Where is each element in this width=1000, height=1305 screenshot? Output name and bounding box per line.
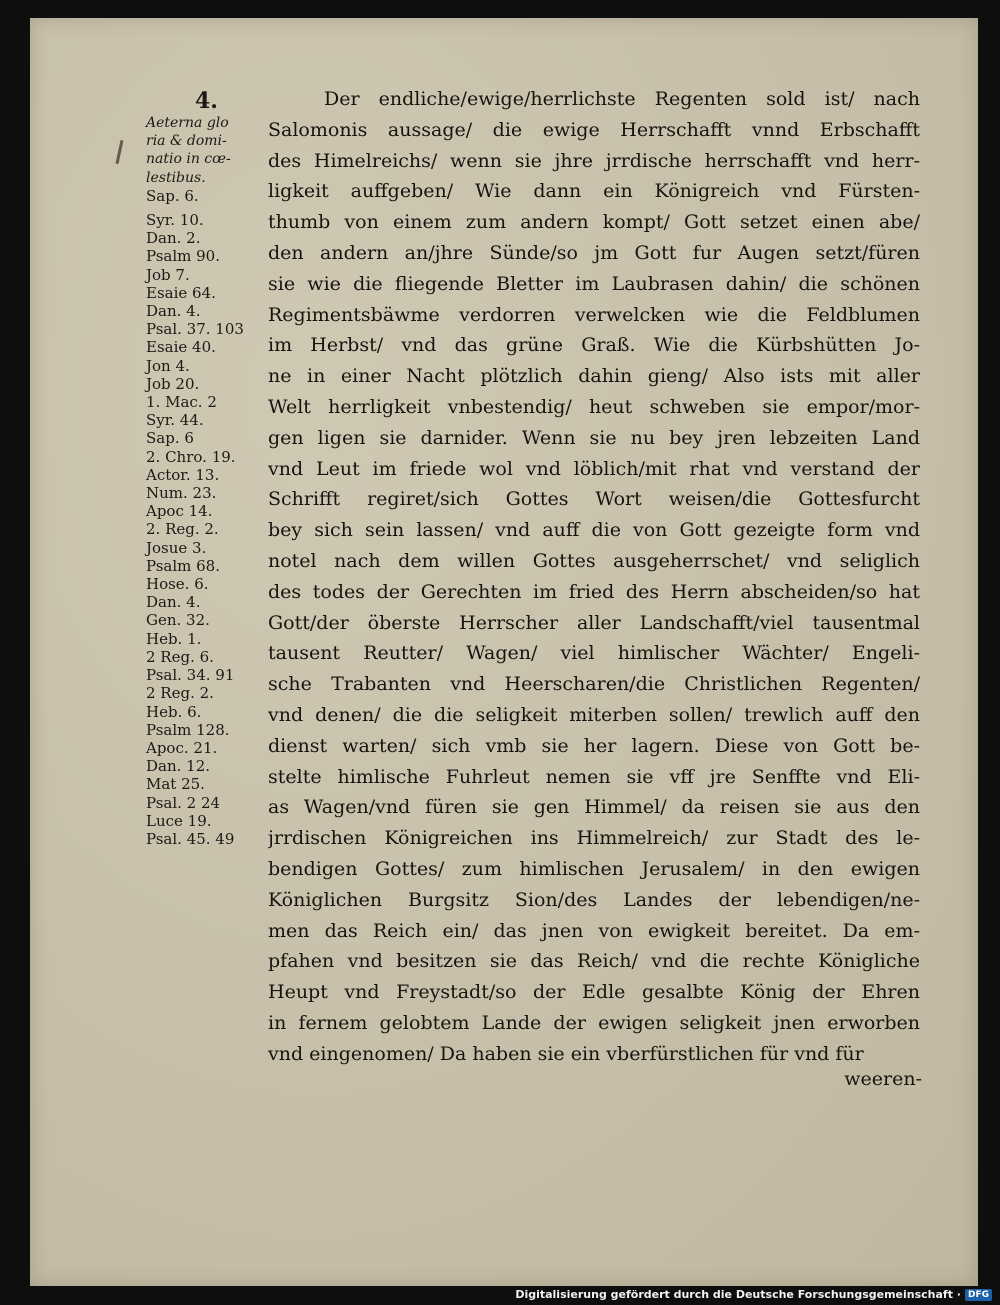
footer-credit <box>515 1288 992 1301</box>
margin-note: Job 7. <box>146 265 190 284</box>
text-line: den andern an/jhre Sünde/so jm Gott fur Augen setzt/füren <box>268 241 920 264</box>
text-line: Königlichen Burgsitz Sion/des Landes der lebendigen/ne- <box>268 888 920 911</box>
text-line: sie wie die fliegende Bletter im Laubrasen dahin/ die schönen <box>268 272 920 295</box>
margin-notes <box>146 114 271 848</box>
margin-note: Luce 19. <box>146 811 212 830</box>
margin-note: Psal. 37. 103 <box>146 320 244 339</box>
margin-note: Num. 23. <box>146 484 217 503</box>
text-line: Welt herrligkeit vnbestendig/ heut schweben sie empor/mor- <box>268 395 920 418</box>
text-line: tausent Reutter/ Wagen/ viel himlischer Wächter/ Engeli- <box>268 642 920 665</box>
text-line: sche Trabanten vnd Heerscharen/die Christlichen Regenten/ <box>268 673 920 696</box>
text-line: thumb von einem zum andern kompt/ Gott setzet einen abe/ <box>268 211 920 234</box>
margin-note: Psal. 45. 49 <box>146 829 235 848</box>
text-line: Der endliche/ewige/herrlichste Regenten sold ist/ nach <box>324 88 920 110</box>
text-line: bey sich sein lassen/ vnd auff die von Gott gezeigte form vnd <box>268 519 920 542</box>
text-line: im Herbst/ vnd das grüne Graß. Wie die Kürbshütten Jo- <box>268 334 920 357</box>
margin-note: Heb. 6. <box>146 702 202 721</box>
text-line: Gott/der öberste Herrscher aller Landschafft/viel tausentmal <box>268 611 920 634</box>
text-line: Heupt vnd Freystadt/so der Edle gesalbte König der Ehren <box>268 981 920 1004</box>
text-line: vnd denen/ die die seligkeit miterben sollen/ trewlich auff den <box>268 703 920 726</box>
text-line: des Himelreichs/ wenn sie jhre jrrdische herrschafft vnd herr- <box>268 149 920 172</box>
footer-text: Digitalisierung gefördert durch die Deutsche Forschungsgemeinschaft · <box>515 1288 961 1301</box>
text-line: vnd Leut im friede wol vnd löblich/mit rhat vnd verstand der <box>268 457 920 480</box>
margin-note: 2 Reg. 2. <box>146 684 214 703</box>
margin-note: lestibus. <box>146 169 206 186</box>
text-line: as Wagen/vnd füren sie gen Himmel/ da reisen sie aus den <box>268 796 920 819</box>
text-line: dienst warten/ sich vmb sie her lagern. Diese von Gott be- <box>268 734 920 757</box>
dfg-logo-icon: DFG <box>965 1289 992 1301</box>
margin-note: Dan. 4. <box>146 302 201 321</box>
margin-note: Sap. 6. <box>146 186 199 205</box>
margin-note: Dan. 12. <box>146 757 211 776</box>
margin-note: 2. Reg. 2. <box>146 520 219 539</box>
margin-note: Psalm 128. <box>146 720 230 739</box>
text-line: notel nach dem willen Gottes ausgeherrschet/ vnd seliglich <box>268 549 920 572</box>
page-number: 4. <box>195 88 218 114</box>
margin-note: Mat 25. <box>146 775 205 794</box>
body-text <box>268 84 920 1070</box>
margin-note: Job 20. <box>146 374 200 393</box>
text-line: des todes der Gerechten im fried des Herrn abscheiden/so hat <box>268 580 920 603</box>
margin-note: Heb. 1. <box>146 629 202 648</box>
margin-note: natio in cœ- <box>146 151 231 168</box>
margin-note: Syr. 10. <box>146 211 204 230</box>
margin-note: Psal. 34. 91 <box>146 666 235 685</box>
margin-note: Apoc. 21. <box>146 738 218 757</box>
margin-note: 2 Reg. 6. <box>146 647 214 666</box>
text-line: pfahen vnd besitzen sie das Reich/ vnd die rechte Königliche <box>268 950 920 973</box>
margin-note: Josue 3. <box>146 538 207 557</box>
margin-note: Sap. 6 <box>146 429 194 448</box>
text-line: ligkeit auffgeben/ Wie dann ein Königreich vnd Fürsten- <box>268 180 920 203</box>
margin-note: Dan. 2. <box>146 229 201 248</box>
margin-note: Dan. 4. <box>146 593 201 612</box>
margin-note: Psal. 2 24 <box>146 793 221 812</box>
margin-note: Actor. 13. <box>146 465 220 484</box>
text-line: gen ligen sie darnider. Wenn sie nu bey jren lebzeiten Land <box>268 426 920 449</box>
margin-note: Psalm 68. <box>146 556 220 575</box>
margin-note: Hose. 6. <box>146 575 209 594</box>
margin-note: Psalm 90. <box>146 247 220 266</box>
margin-note: Jon 4. <box>146 356 190 375</box>
margin-note: 2. Chro. 19. <box>146 447 236 466</box>
text-line: vnd eingenomen/ Da haben sie ein vberfürstlichen für vnd für <box>268 1042 864 1065</box>
margin-note: Aeterna glo <box>146 115 229 131</box>
margin-note: Esaie 40. <box>146 338 216 357</box>
margin-note: Apoc 14. <box>146 502 213 521</box>
text-line: Salomonis aussage/ die ewige Herrschafft vnnd Erbschafft <box>268 118 920 141</box>
margin-note: Esaie 64. <box>146 283 216 302</box>
text-line: bendigen Gottes/ zum himlischen Jerusalem/ in den ewigen <box>268 857 920 880</box>
margin-note: Gen. 32. <box>146 611 210 630</box>
text-line: in fernem gelobtem Lande der ewigen seligkeit jnen erworben <box>268 1011 920 1034</box>
catchword: weeren- <box>844 1068 922 1090</box>
text-line: Regimentsbäwme verdorren verwelcken wie die Feldblumen <box>268 303 920 326</box>
text-line: men das Reich ein/ das jnen von ewigkeit bereitet. Da em- <box>268 919 920 942</box>
text-line: ne in einer Nacht plötzlich dahin gieng/ Also ists mit aller <box>268 365 920 388</box>
text-line: stelte himlische Fuhrleut nemen sie vff jre Senffte vnd Eli- <box>268 765 920 788</box>
text-line: Schrifft regiret/sich Gottes Wort weisen/die Gottesfurcht <box>268 488 920 511</box>
margin-note: ria & domi- <box>146 133 227 150</box>
margin-note: 1. Mac. 2 <box>146 393 217 412</box>
text-line: jrrdischen Königreichen ins Himmelreich/ zur Stadt des le- <box>268 827 920 850</box>
margin-note: Syr. 44. <box>146 411 204 430</box>
